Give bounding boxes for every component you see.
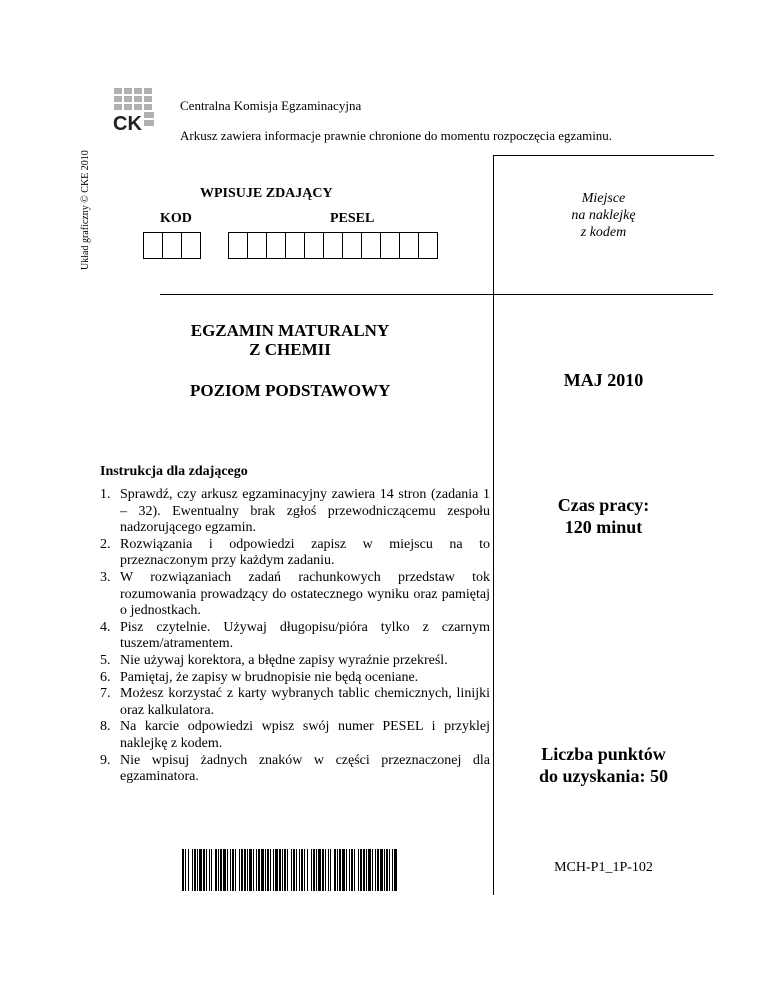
instruction-number: 4. <box>100 619 111 635</box>
instruction-item <box>100 670 490 687</box>
points-line-2: do uzyskania: 50 <box>538 766 669 786</box>
pesel-digit-box[interactable] <box>361 232 381 259</box>
instruction-number: 5. <box>100 652 111 668</box>
instructions-title: Instrukcja dla zdającego <box>100 464 248 479</box>
instruction-item <box>100 686 490 719</box>
sticker-line-3: z kodem <box>580 225 627 240</box>
kod-field[interactable] <box>143 232 200 259</box>
pesel-digit-box[interactable] <box>342 232 362 259</box>
kod-label: KOD <box>160 211 192 226</box>
logo-letters: CK <box>113 113 142 135</box>
exam-points <box>493 743 714 787</box>
horizontal-divider <box>160 294 713 295</box>
time-line-2: 120 minut <box>564 517 643 537</box>
barcode-bar <box>397 849 398 891</box>
exam-date: MAJ 2010 <box>563 370 644 390</box>
pesel-digit-box[interactable] <box>380 232 400 259</box>
instruction-item <box>100 537 490 570</box>
instruction-number: 7. <box>100 686 111 702</box>
exam-level: POZIOM PODSTAWOWY <box>190 381 391 400</box>
kod-digit-box[interactable] <box>143 232 163 259</box>
instructions-list <box>100 487 490 786</box>
sticker-placeholder <box>493 190 714 241</box>
exam-title-line-1: EGZAMIN MATURALNY <box>190 321 390 340</box>
pesel-digit-box[interactable] <box>323 232 343 259</box>
vertical-divider <box>493 185 494 895</box>
instruction-item <box>100 570 490 620</box>
pesel-digit-box[interactable] <box>285 232 305 259</box>
instruction-item <box>100 719 490 752</box>
instruction-number: 2. <box>100 536 111 552</box>
pesel-digit-box[interactable] <box>304 232 324 259</box>
barcode <box>182 849 402 891</box>
pesel-digit-box[interactable] <box>266 232 286 259</box>
cke-logo <box>110 86 156 138</box>
pesel-digit-box[interactable] <box>228 232 248 259</box>
instruction-number: 1. <box>100 487 111 502</box>
exam-title-line-2: Z CHEMII <box>249 340 331 359</box>
instruction-text: Na karcie odpowiedzi wpisz swój numer PESEL i przyklej naklejkę z kodem. <box>120 719 490 751</box>
instruction-item <box>100 487 490 537</box>
instruction-text: Pisz czytelnie. Używaj długopisu/pióra tylko z czarnym tuszem/atramentem. <box>120 619 490 652</box>
instruction-text: Sprawdź, czy arkusz egzaminacyjny zawiera 14 stron (zadania 1 – 32). Ewentualny brak zgłoś przewodniczącemu zespołu nadzorującego egzamin. <box>120 487 490 536</box>
confidential-notice: Arkusz zawiera informacje prawnie chronione do momentu rozpoczęcia egzaminu. <box>180 128 613 143</box>
exam-code: MCH-P1_1P-102 <box>554 860 653 875</box>
kod-digit-box[interactable] <box>162 232 182 259</box>
kod-digit-box[interactable] <box>181 232 201 259</box>
pesel-digit-box[interactable] <box>399 232 419 259</box>
instruction-text: Rozwiązania i odpowiedzi zapisz w miejscu na to przeznaczonym przy każdym zadaniu. <box>120 536 490 569</box>
instruction-item <box>100 653 490 670</box>
instruction-number: 3. <box>100 569 111 585</box>
pesel-digit-box[interactable] <box>247 232 267 259</box>
instruction-text: Nie wpisuj żadnych znaków w części przeznaczonej dla egzaminatora. <box>120 752 490 785</box>
sticker-line-1: Miejsce <box>581 191 626 206</box>
pesel-label: PESEL <box>330 211 375 226</box>
side-credit: Układ graficzny © CKE 2010 <box>80 150 91 270</box>
candidate-heading: WPISUJE ZDAJĄCY <box>200 186 333 201</box>
exam-time <box>493 494 714 538</box>
institution-name: Centralna Komisja Egzaminacyjna <box>180 98 362 113</box>
pesel-digit-box[interactable] <box>418 232 438 259</box>
points-line-1: Liczba punktów <box>541 744 666 764</box>
instruction-number: 6. <box>100 669 111 685</box>
instruction-number: 9. <box>100 752 111 768</box>
exam-title <box>160 321 420 359</box>
instruction-number: 8. <box>100 719 111 735</box>
pesel-field[interactable] <box>228 232 437 259</box>
instruction-item <box>100 620 490 653</box>
instruction-text: Pamiętaj, że zapisy w brudnopisie nie będą oceniane. <box>120 669 419 685</box>
instruction-text: Nie używaj korektora, a błędne zapisy wyraźnie przekreśl. <box>120 652 448 668</box>
sticker-line-2: na naklejkę <box>571 208 636 223</box>
instruction-item <box>100 753 490 786</box>
time-line-1: Czas pracy: <box>557 495 650 515</box>
instruction-text: Możesz korzystać z karty wybranych tablic chemicznych, linijki oraz kalkulatora. <box>120 686 490 718</box>
instruction-text: W rozwiązaniach zadań rachunkowych przedstaw tok rozumowania prowadzący do ostatecznego wyniku oraz pamiętaj o jednostkach. <box>120 569 490 619</box>
